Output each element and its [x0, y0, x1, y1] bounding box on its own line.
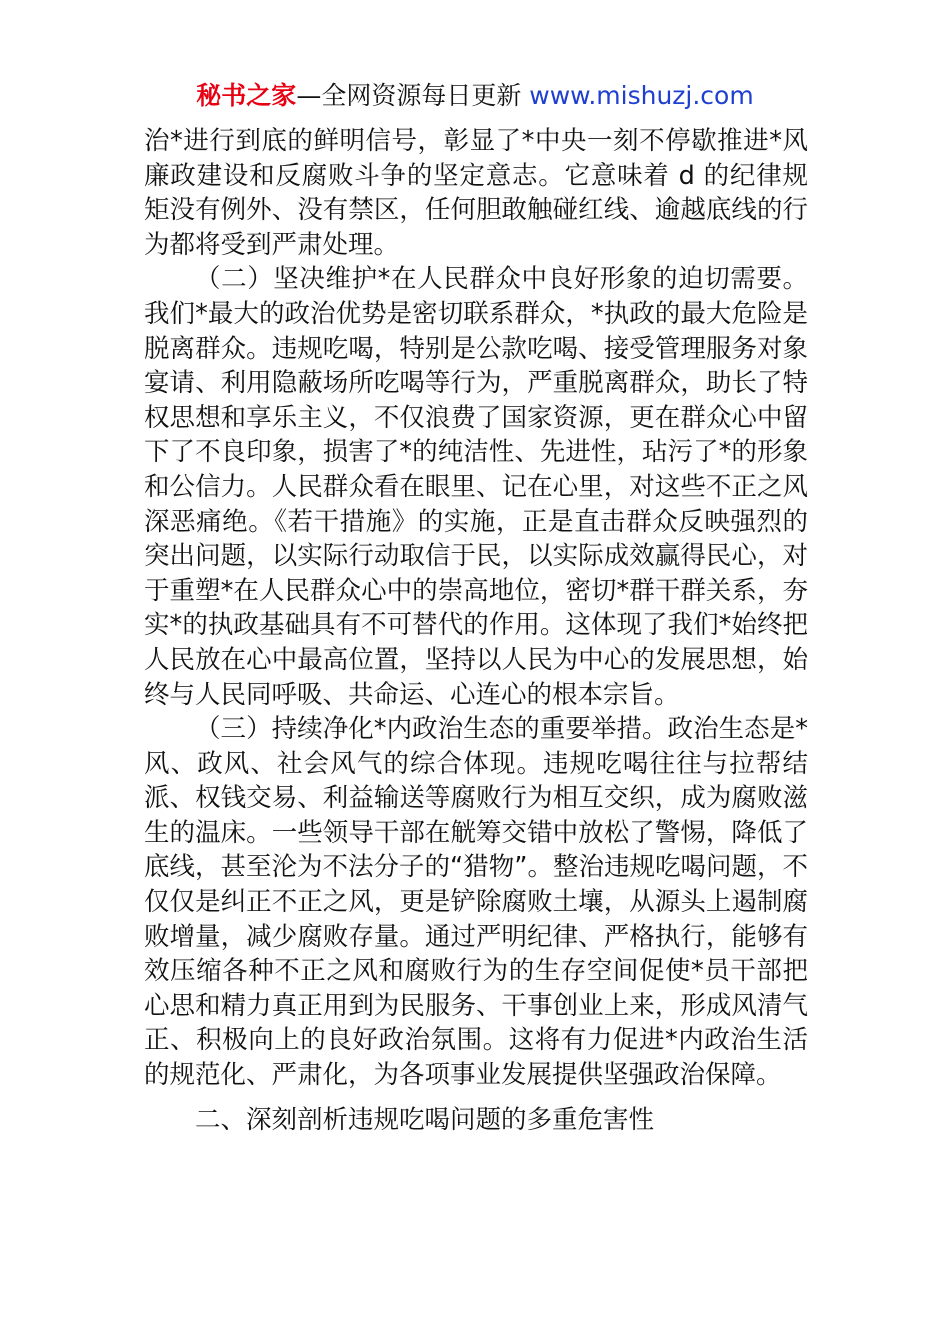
- site-tagline: —全网资源每日更新: [296, 81, 522, 110]
- site-brand: 秘书之家: [196, 81, 297, 110]
- document-body: [144, 124, 808, 1137]
- site-header: [0, 76, 950, 116]
- section-heading: 二、深刻剖析违规吃喝问题的多重危害性: [195, 1104, 655, 1135]
- site-url-link[interactable]: www.mishuzj.com: [529, 81, 754, 110]
- paragraph-section-2: （二）坚决维护*在人民群众中良好形象的迫切需要。我们*最大的政治优势是密切联系群众，*执政的最大危险是脱离群众。违规吃喝，特别是公款吃喝、接受管理服务对象宴请、利用隐蔽场所吃喝等行为，严重脱离群众，助长了特权思想和享乐主义，不仅浪费了国家资源，更在群众心中留下了不良印象，损害了*的纯洁性、先进性，玷污了*的形象和公信力。人民群众看在眼里、记在心里，对这些不正之风深恶痛绝。《若干措施》的实施，正是直击群众反映强烈的突出问题，以实际行动取信于民，以实际成效赢得民心，对于重塑*在人民群众心中的崇高地位，密切*群干群关系，夯实*的执政基础具有不可替代的作用。这体现了我们*始终把人民放在心中最高位置，坚持以人民为中心的发展思想，始终与人民同呼吸、共命运、心连心的根本宗旨。: [144, 264, 808, 710]
- paragraph-section-3: （三）持续净化*内政治生态的重要举措。政治生态是*风、政风、社会风气的综合体现。违规吃喝往往与拉帮结派、权钱交易、利益输送等腐败行为相互交织，成为腐败滋生的温床。一些领导干部在觥筹交错中放松了警惕，降低了底线，甚至沦为不法分子的“猎物”。整治违规吃喝问题，不仅仅是纠正不正之风，更是铲除腐败土壤，从源头上遏制腐败增量，减少腐败存量。通过严明纪律、严格执行，能够有效压缩各种不正之风和腐败行为的生存空间促使*员干部把心思和精力真正用到为民服务、干事创业上来，形成风清气正、积极向上的良好政治氛围。这将有力促进*内政治生活的规范化、严肃化，为各项事业发展提供坚强政治保障。: [144, 714, 808, 1091]
- paragraph-continued: 治*进行到底的鲜明信号，彰显了*中央一刻不停歇推进*风廉政建设和反腐败斗争的坚定意志。它意味着 d 的纪律规矩没有例外、没有禁区，任何胆敢触碰红线、逾越底线的行为都将受到严肃处理。: [144, 126, 808, 260]
